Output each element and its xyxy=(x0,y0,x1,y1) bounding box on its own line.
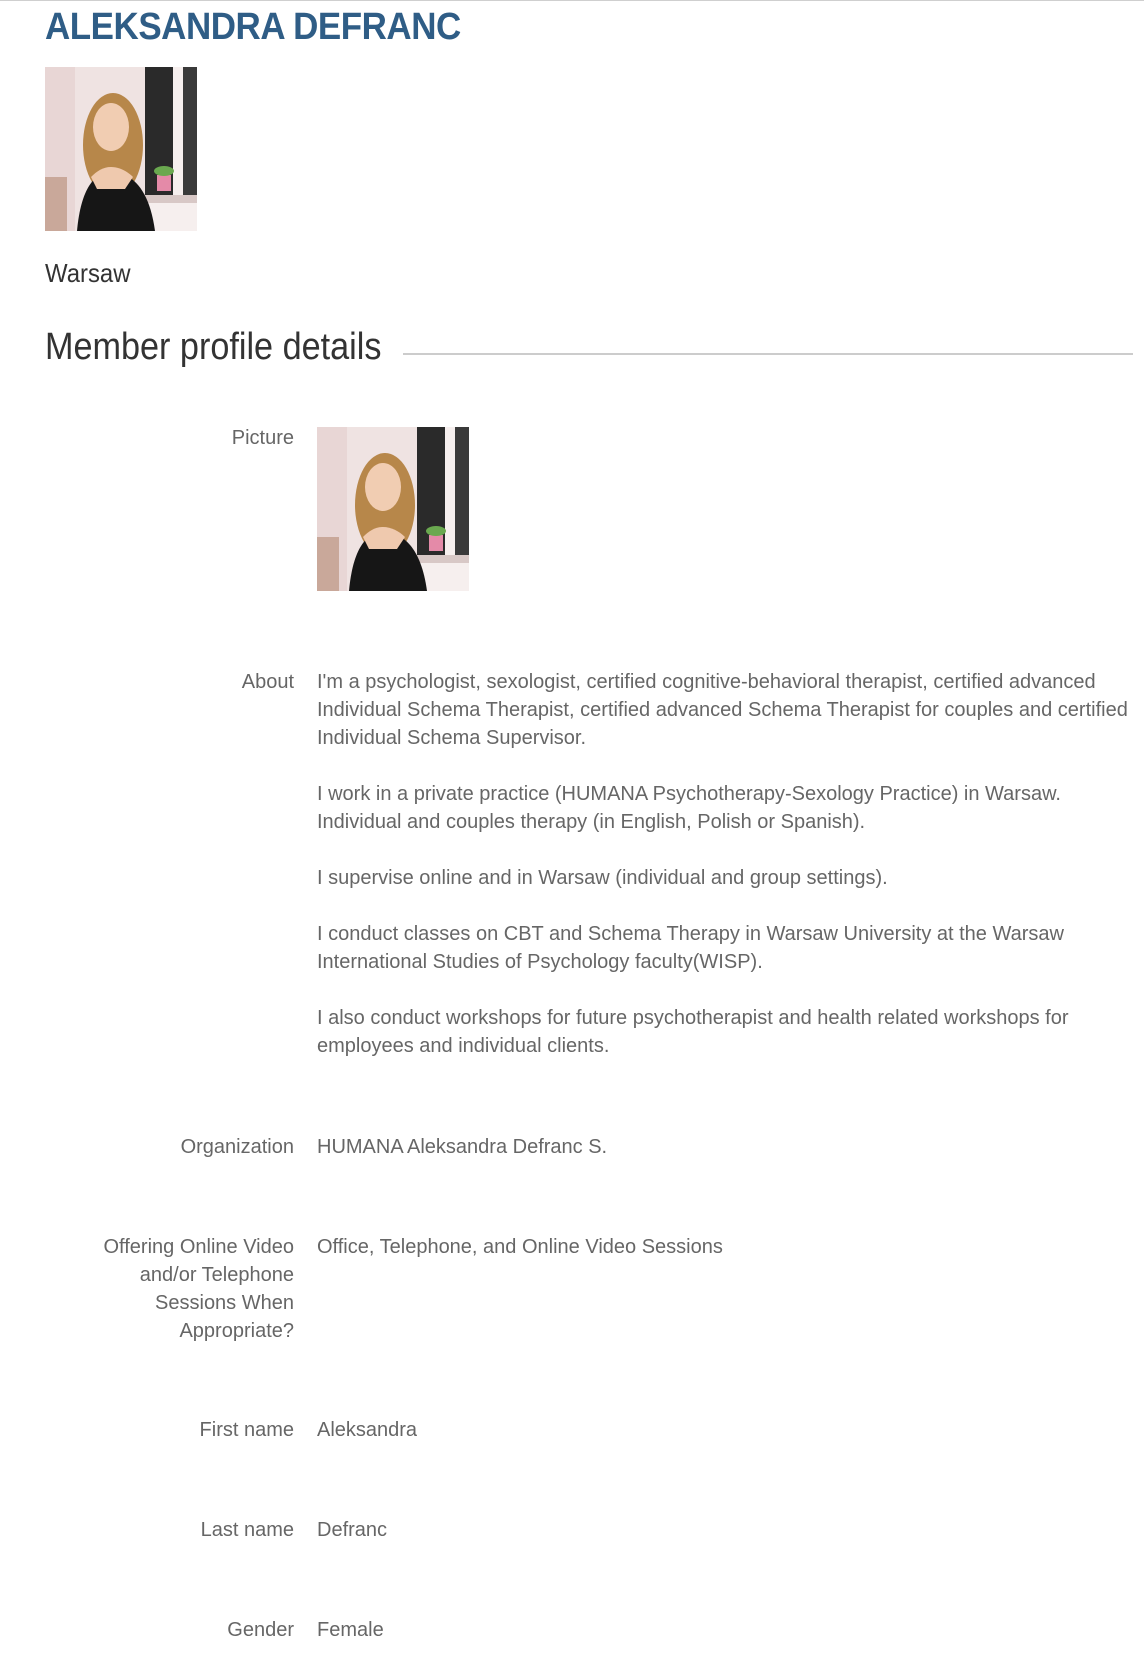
member-city: Warsaw xyxy=(45,258,131,288)
member-photo[interactable] xyxy=(45,67,197,231)
section-title: Member profile details xyxy=(45,326,382,368)
about-paragraph: I supervise online and in Warsaw (individual and group settings). xyxy=(317,867,888,889)
picture-label: Picture xyxy=(231,427,294,449)
about-label: About xyxy=(241,671,294,693)
top-border xyxy=(0,0,1144,1)
last-name-label: Last name xyxy=(200,1519,294,1541)
profile-picture[interactable] xyxy=(317,427,469,591)
first-name-value: Aleksandra xyxy=(317,1419,418,1441)
sessions-label: Offering Online Video and/or Telephone Sessions When Appropriate? xyxy=(103,1236,294,1342)
about-text xyxy=(317,668,1132,1060)
first-name-label: First name xyxy=(199,1419,294,1441)
about-paragraph: I work in a private practice (HUMANA Psychotherapy-Sexology Practice) in Warsaw. Individual and couples therapy (in English, Polish or Spanish). xyxy=(317,783,1061,833)
portrait-image xyxy=(317,427,469,591)
about-paragraph: I conduct classes on CBT and Schema Therapy in Warsaw University at the Warsaw International Studies of Psychology faculty(WISP). xyxy=(317,923,1064,973)
member-name: ALEKSANDRA DEFRANC xyxy=(45,6,461,48)
portrait-image xyxy=(45,67,197,231)
about-paragraph: I also conduct workshops for future psychotherapist and health related workshops for employees and individual clients. xyxy=(317,1007,1069,1057)
about-paragraph: I'm a psychologist, sexologist, certified cognitive-behavioral therapist, certified advanced Individual Schema Therapist, certified advanced Schema Therapist for couples and certified Individual Schema Supervisor. xyxy=(317,671,1128,749)
organization-value: HUMANA Aleksandra Defranc S. xyxy=(317,1136,608,1158)
sessions-value: Office, Telephone, and Online Video Sessions xyxy=(317,1236,723,1258)
gender-label: Gender xyxy=(227,1619,294,1641)
organization-label: Organization xyxy=(180,1136,294,1158)
gender-value: Female xyxy=(317,1619,384,1641)
section-divider xyxy=(403,353,1133,355)
last-name-value: Defranc xyxy=(317,1519,388,1541)
